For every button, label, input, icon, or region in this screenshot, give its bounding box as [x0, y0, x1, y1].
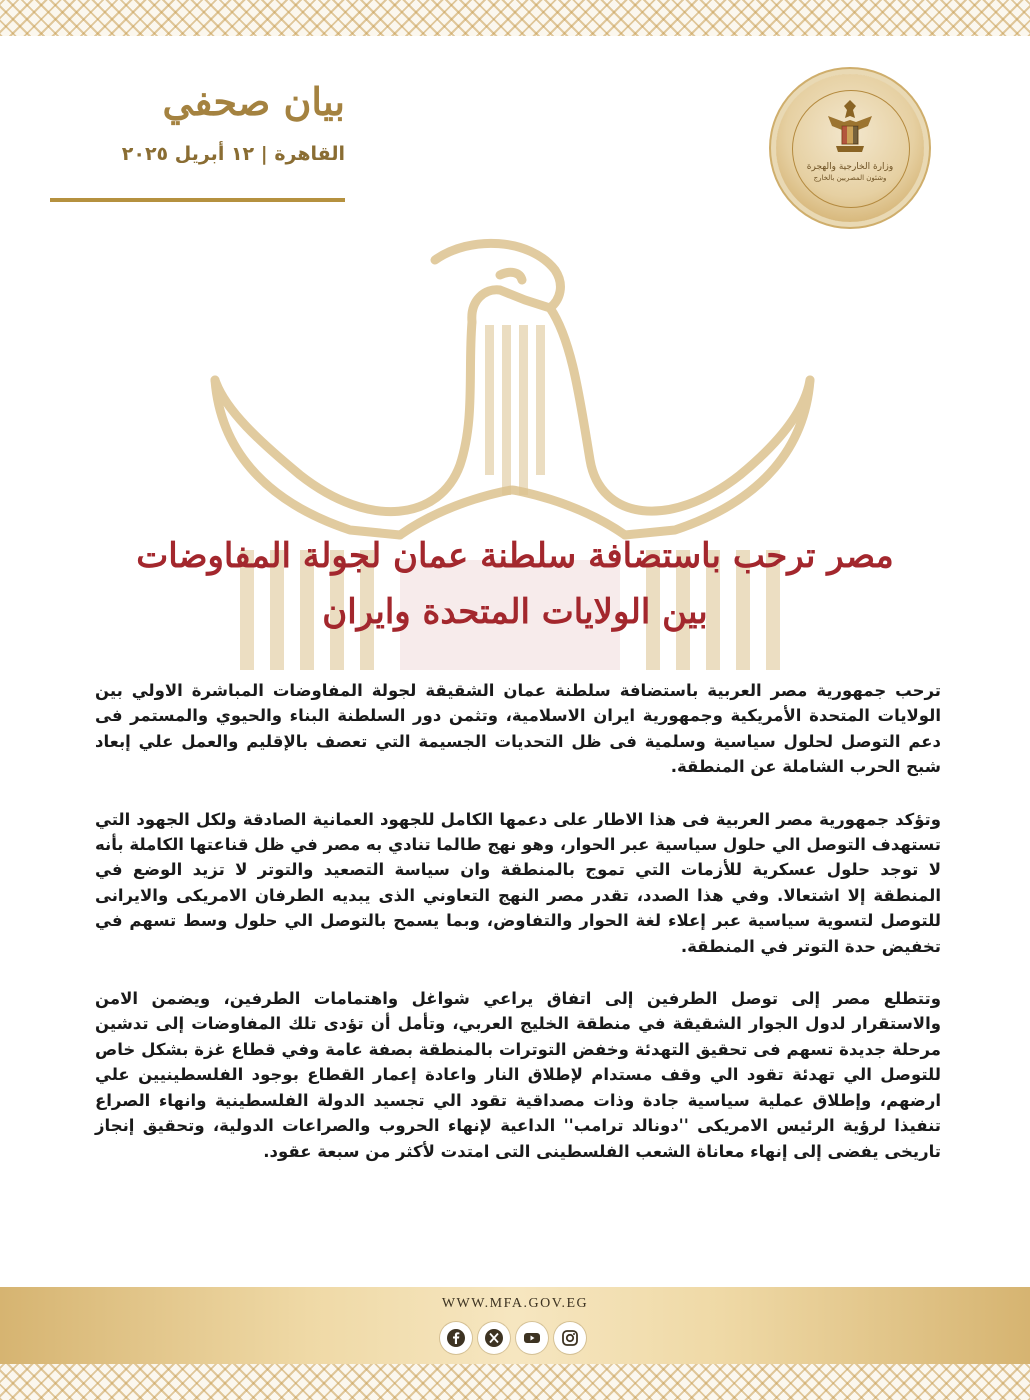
- title-underline: [50, 198, 345, 202]
- headline-line-1: مصر ترحب باستضافة سلطنة عمان لجولة المفاوضات: [136, 536, 894, 576]
- paragraph-3: وتتطلع مصر إلى توصل الطرفين إلى اتفاق يراعي شواغل واهتمامات الطرفين، ويضمن الامن والاستقرار لدول الجوار الشقيقة في منطقة الخليج العربي، وتأمل أن تؤدى تلك المفاوضات إلى تدشين مرحلة جديدة تسهم فى تحقيق التهدئة وخفض التوترات بالمنطقة بصفة عامة وفي قطاع غزة بشكل خاص للتوصل الي تهدئة تقود الي وقف مستدام لإطلاق النار واعادة إعمار القطاع بوجود الفلسطينيين علي ارضهم، وإطلاق عملية سياسية جادة وذات مصداقية تقود الي تجسيد الدولة الفلسطينية وانهاء الصراع تنفيذا لرؤية الرئيس الامريكى ''دونالد ترامب'' الداعية لإنهاء الحروب والصراعات الدولية، وتحقيق إنجاز تاريخى يفضى إلى إنهاء معاناة الشعب الفلسطينى التى امتدت لأكثر من سبعة عقود.: [95, 989, 941, 1161]
- paragraph-1: ترحب جمهورية مصر العربية باستضافة سلطنة عمان الشقيقة لجولة المفاوضات المباشرة الاولي بين الولايات المتحدة الأمريكية وجمهورية ايران الاسلامية، وتثمن دور السلطنة البناء والحيوي والمستمر فى دعم التوصل لحلول سياسية وسلمية فى ظل التحديات الجسيمة التي تعصف بالإقليم والعمل علي إبعاد شبح الحرب الشاملة عن المنطقة.: [95, 681, 941, 777]
- eagle-crest-icon: [822, 96, 878, 158]
- x-icon[interactable]: [478, 1322, 510, 1354]
- ministry-emblem-logo: [776, 74, 924, 222]
- dateline: القاهرة | ١٢ أبريل ٢٠٢٥: [121, 143, 345, 165]
- statement-body: [95, 678, 941, 1191]
- social-icons: [440, 1322, 586, 1354]
- instagram-icon[interactable]: [554, 1322, 586, 1354]
- headline-line-2: بين الولايات المتحدة وايران: [322, 592, 708, 632]
- youtube-icon[interactable]: [516, 1322, 548, 1354]
- bottom-ornament-border: [0, 1364, 1030, 1400]
- website-url-link[interactable]: WWW.MFA.GOV.EG: [441, 1296, 589, 1311]
- paragraph-2: وتؤكد جمهورية مصر العربية فى هذا الاطار على دعمها الكامل للجهود العمانية الصادقة ولكل الجهود التي تستهدف التوصل الي حلول سياسية عبر الحوار، وهو نهج طالما تنادي به مصر في ظل قناعتها الكاملة بأنه لا توجد حلول عسكرية للأزمات التي تموج بالمنطقة وان سياسة التصعيد والتوتر لا تزيد الوضع في المنطقة إلا اشتعالا. وفي هذا الصدد، تقدر مصر النهج التعاوني الذى يبديه الطرفان الامريكى والايرانى للتوصل لتسوية سياسية عبر إعلاء لغة الحوار والتفاوض، وبما يسمح بالتوصل الي حلول وسط تسهم في تخفيض حدة التوتر في المنطقة.: [95, 809, 941, 956]
- facebook-icon[interactable]: [440, 1322, 472, 1354]
- document-type-title: بيان صحفي: [162, 79, 345, 124]
- emblem-ministry-subname: وشئون المصريين بالخارج: [813, 174, 887, 182]
- footer-bar: [0, 1287, 1030, 1364]
- emblem-ministry-name: وزارة الخارجية والهجرة: [806, 162, 894, 172]
- top-ornament-border: [0, 0, 1030, 36]
- headline: [60, 528, 970, 640]
- title-block: [50, 80, 345, 166]
